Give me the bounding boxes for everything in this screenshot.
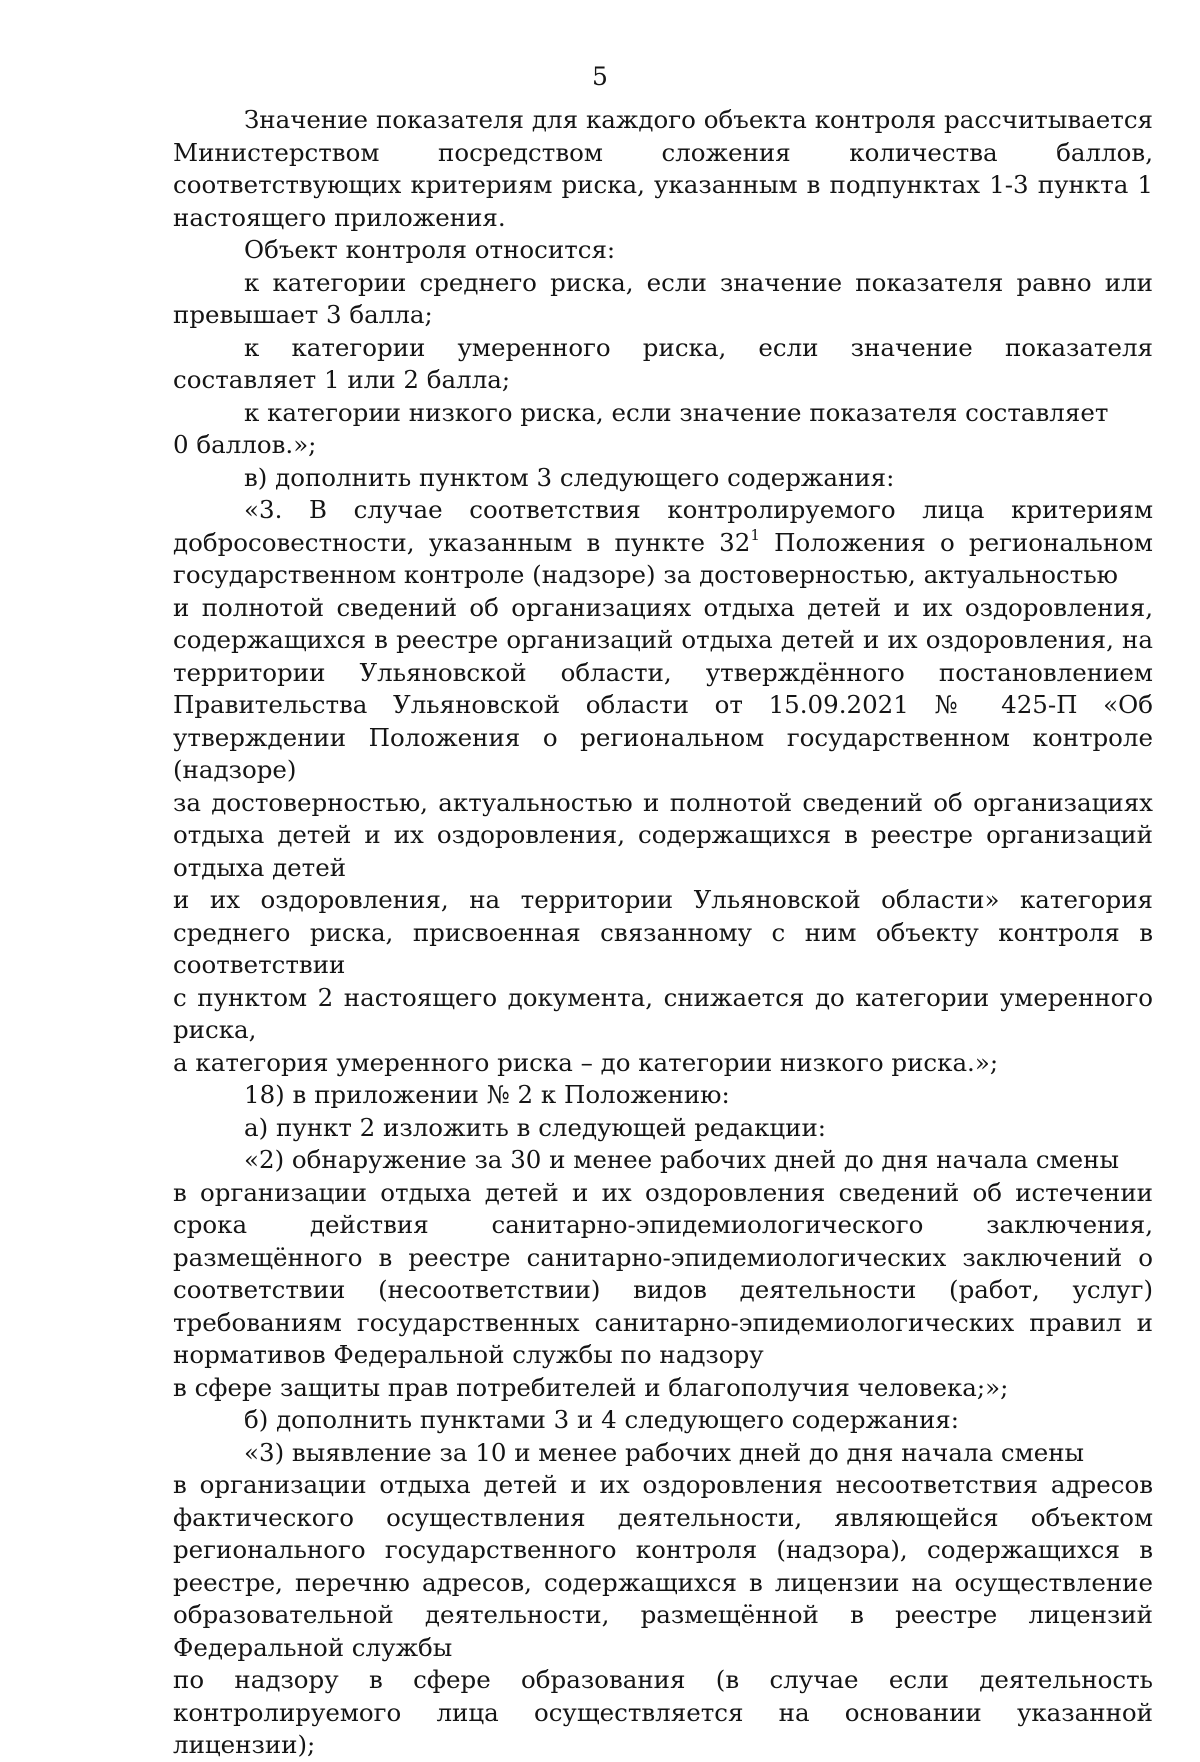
paragraph-amendment-a: а) пункт 2 изложить в следующей редакции:: [244, 1112, 827, 1142]
paragraph-item-18: 18) в приложении № 2 к Положению:: [244, 1080, 730, 1109]
paragraph-low-risk: к категории низкого риска, если значение показателя составляет 0 баллов.»;: [173, 397, 1109, 459]
paragraph-point-3-good-faith: [173, 494, 1153, 1079]
paragraph-clause-3: «3) выявление за 10 и менее рабочих дней до дня начала смены в организации отдыха детей и их оздоровления несоответствия адресов фактического осуществления деятельности, являющейся объектом регионального государственного контроля (надзора), содержащихся в реестре, перечню адресов, содержащихся в лицензии на осуществление образовательной деятельности, размещённой в реестре лицензий Федеральной службы по надзору в сфере образования (в случае если деятельность контролируемого лица осуществляется на основании указанной лицензии);: [173, 1437, 1153, 1759]
paragraph-indicator-calculation: Значение показателя для каждого объекта контроля рассчитывается Министерством посредством сложения количества баллов, соответствующих критериям риска, указанным в подпунктах 1-3 пункта 1 настоящего приложения.: [173, 105, 1153, 232]
paragraph-moderate-risk: к категории умеренного риска, если значение показателя составляет 1 или 2 балла;: [173, 332, 1153, 394]
document-body: [173, 104, 1153, 1762]
paragraph-medium-risk: к категории среднего риска, если значение показателя равно или превышает 3 балла;: [173, 267, 1153, 329]
paragraph-amendment-v: в) дополнить пунктом 3 следующего содержания:: [244, 462, 895, 492]
paragraph-amendment-b: б) дополнить пунктами 3 и 4 следующего содержания:: [244, 1405, 960, 1434]
paragraph-object-category-intro: Объект контроля относится:: [244, 235, 616, 264]
paragraph-point-3-text-after: Положения о региональном государственном контроле (надзоре) за достоверностью, актуальностью и полнотой сведений об организациях отдыха детей и их оздоровления, содержащихся в реестре организаций отдыха детей и их оздоровления, на территории Ульяновской области, утверждённого постановлением Правительства Ульяновской области от 15.09.2021 № 425-П «Об утверждении Положения о региональном государственном контроле (надзоре) за достоверностью, актуальностью и полнотой сведений об организациях отдыха детей и их оздоровления, содержащихся в реестре организаций отдыха детей и их оздоровления, на территории Ульяновской области» категория среднего риска, присвоенная связанному с ним объекту контроля в соответствии с пунктом 2 настоящего документа, снижается до категории умеренного риска, а категория умеренного риска – до категории низкого риска.»;: [173, 527, 1153, 1077]
paragraph-point-3-text-before: «3. В случае соответствия контролируемого лица критериям добросовестности, указанным в пункте 32: [173, 495, 1153, 557]
page-number: 5: [592, 62, 608, 91]
paragraph-clause-2: «2) обнаружение за 30 и менее рабочих дней до дня начала смены в организации отдыха детей и их оздоровления сведений об истечении срока действия санитарно-эпидемиологического заключения, размещённого в реестре санитарно-эпидемиологических заключений о соответствии (несоответствии) видов деятельности (работ, услуг) требованиям государственных санитарно-эпидемиологических правил и нормативов Федеральной службы по надзору в сфере защиты прав потребителей и благополучия человека;»;: [173, 1145, 1153, 1402]
footnote-mark: 1: [750, 525, 760, 544]
